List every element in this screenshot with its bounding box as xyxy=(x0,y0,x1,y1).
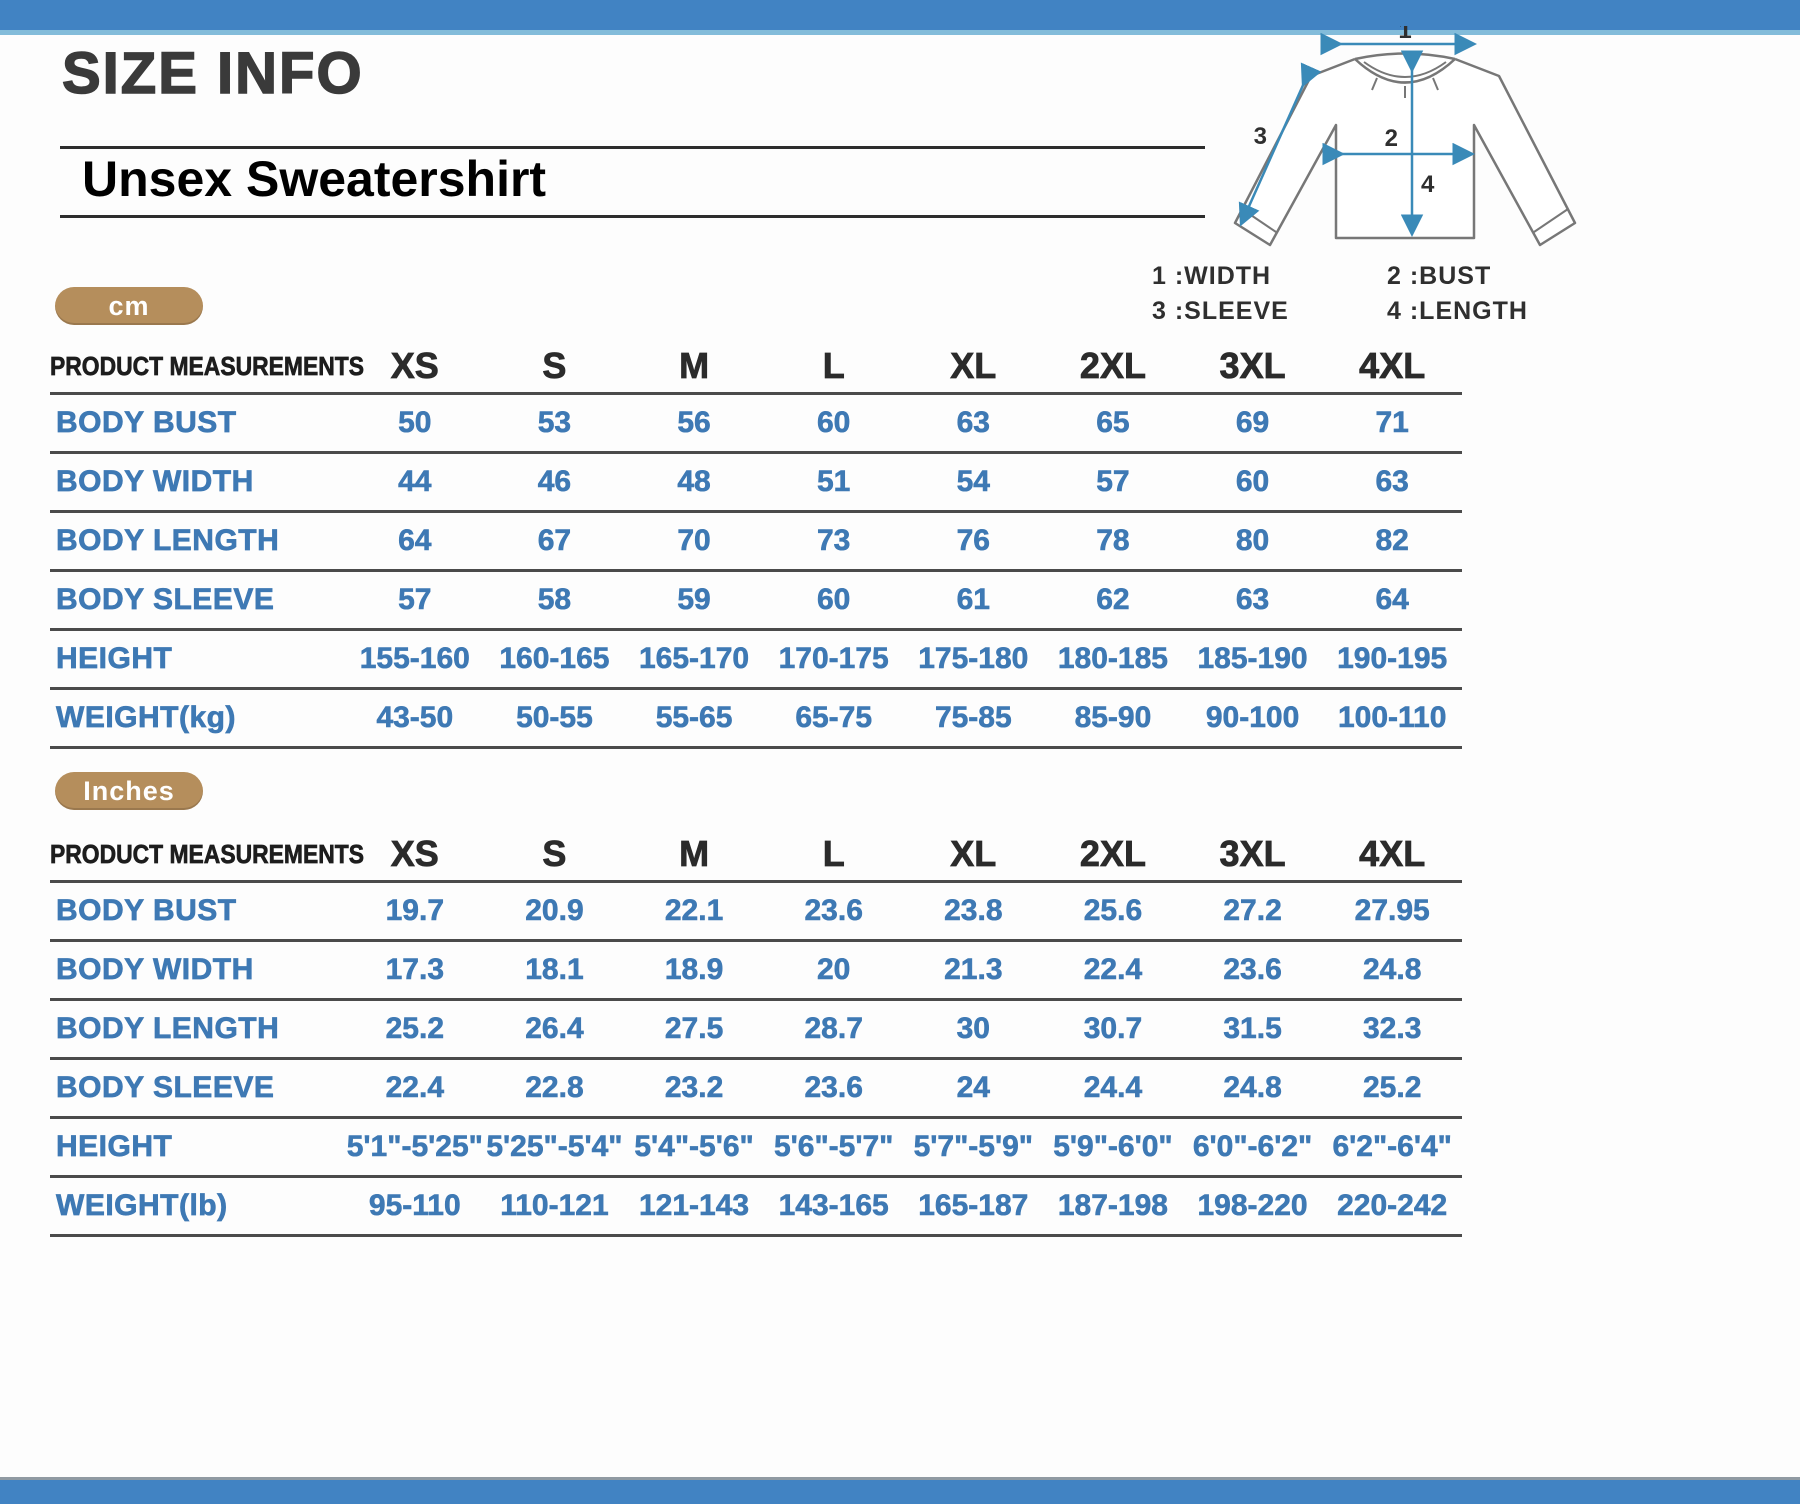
measurement-value: 95-110 xyxy=(368,1189,461,1222)
measurement-value: 53 xyxy=(537,406,572,439)
measurement-value: 48 xyxy=(677,465,711,498)
measurement-value: 73 xyxy=(817,524,851,557)
measurement-value: 69 xyxy=(1235,406,1270,439)
measurement-value: 46 xyxy=(537,465,572,498)
size-column-header: L xyxy=(822,345,845,386)
measurement-value: 20.9 xyxy=(525,894,584,927)
measurement-value: 90-100 xyxy=(1205,701,1300,734)
table-row xyxy=(50,631,1462,690)
measurement-value: 44 xyxy=(398,465,432,498)
row-label: BODY LENGTH xyxy=(56,1012,280,1045)
measurement-value: 160-165 xyxy=(499,642,610,675)
measurement-value: 63 xyxy=(1375,465,1409,498)
measurement-value: 24.4 xyxy=(1083,1071,1143,1104)
length-arrow-label: 4 xyxy=(1421,171,1435,198)
bust-arrow-label: 2 xyxy=(1384,125,1398,152)
measurement-value: 18.1 xyxy=(525,953,584,986)
divider-line xyxy=(60,146,1205,149)
measurement-value: 24.8 xyxy=(1223,1071,1282,1104)
measurement-value: 155-160 xyxy=(359,642,470,675)
measurement-value: 5'6"-5'7" xyxy=(773,1130,894,1163)
measurement-value: 43-50 xyxy=(376,701,454,734)
measurement-value: 100-110 xyxy=(1337,701,1447,734)
row-label: BODY SLEEVE xyxy=(56,583,275,616)
measurement-value: 59 xyxy=(677,583,711,616)
table-row xyxy=(50,1060,1462,1119)
page-title: SIZE INFO xyxy=(62,41,364,106)
measurement-value: 24 xyxy=(956,1071,990,1104)
measurement-value: 5'9"-6'0" xyxy=(1053,1130,1173,1163)
row-label: BODY BUST xyxy=(56,894,237,927)
measurement-value: 6'2"-6'4" xyxy=(1332,1130,1452,1163)
table-row xyxy=(50,454,1462,513)
measurement-value: 30 xyxy=(956,1012,990,1045)
table-row xyxy=(50,395,1462,454)
measurement-value: 27.5 xyxy=(664,1012,724,1045)
diagram-legend xyxy=(1152,262,1612,326)
measurement-value: 64 xyxy=(398,524,432,557)
table-row xyxy=(50,572,1462,631)
measurement-value: 61 xyxy=(956,583,990,616)
measurement-value: 75-85 xyxy=(934,701,1012,734)
measurement-value: 27.2 xyxy=(1223,894,1282,927)
measurement-value: 58 xyxy=(537,583,572,616)
table-row xyxy=(50,690,1462,749)
row-label: WEIGHT(kg) xyxy=(56,701,236,734)
unit-badge-inches: Inches xyxy=(55,772,203,810)
table-row xyxy=(50,883,1462,942)
size-column-header: M xyxy=(679,833,710,874)
table-row xyxy=(50,1178,1462,1237)
measurement-value: 190-195 xyxy=(1337,642,1448,675)
measurement-value: 23.6 xyxy=(804,1071,863,1104)
measurement-value: 54 xyxy=(956,465,990,498)
sleeve-arrow-label: 3 xyxy=(1253,123,1267,150)
measurement-value: 78 xyxy=(1096,524,1130,557)
row-label: BODY LENGTH xyxy=(56,524,280,557)
size-column-header: 4XL xyxy=(1359,833,1426,874)
measurement-value: 165-187 xyxy=(918,1189,1029,1222)
measurement-value: 187-198 xyxy=(1057,1189,1168,1222)
measurement-value: 23.6 xyxy=(804,894,863,927)
measurement-value: 31.5 xyxy=(1223,1012,1282,1045)
measurement-value: 60 xyxy=(817,583,851,616)
row-label: BODY WIDTH xyxy=(56,953,254,986)
measurement-value: 121-143 xyxy=(639,1189,750,1222)
measurement-value: 25.6 xyxy=(1083,894,1143,927)
measurement-value: 143-165 xyxy=(778,1189,889,1222)
size-table-inches xyxy=(50,828,1462,1237)
measurement-value: 24.8 xyxy=(1362,953,1422,986)
measurement-value: 65-75 xyxy=(795,701,873,734)
measurement-value: 22.8 xyxy=(525,1071,584,1104)
legend-item-bust: 2 :BUST xyxy=(1387,262,1492,290)
row-label: BODY SLEEVE xyxy=(56,1071,275,1104)
row-label: BODY BUST xyxy=(56,406,237,439)
size-column-header: XL xyxy=(950,833,997,874)
legend-item-length: 4 :LENGTH xyxy=(1387,297,1528,325)
measurement-value: 25.2 xyxy=(385,1012,444,1045)
measurement-value: 5'1"-5'25" xyxy=(346,1130,483,1163)
measurement-value: 50-55 xyxy=(516,701,593,734)
table-row xyxy=(50,513,1462,572)
measurement-value: 23.2 xyxy=(664,1071,724,1104)
measurement-value: 63 xyxy=(1235,583,1270,616)
measurement-value: 76 xyxy=(956,524,990,557)
size-column-header: M xyxy=(679,345,710,386)
measurement-value: 26.4 xyxy=(525,1012,584,1045)
measurement-value: 22.1 xyxy=(664,894,724,927)
measurement-value: 22.4 xyxy=(385,1071,444,1104)
measurement-value: 165-170 xyxy=(639,642,750,675)
measurement-value: 62 xyxy=(1096,583,1130,616)
measurement-value: 50 xyxy=(398,406,432,439)
row-label: HEIGHT xyxy=(56,1130,173,1163)
measurement-value: 6'0"-6'2" xyxy=(1192,1130,1313,1163)
size-column-header: XS xyxy=(390,833,439,874)
measurement-value: 57 xyxy=(398,583,432,616)
measurement-value: 82 xyxy=(1375,524,1409,557)
divider-line xyxy=(60,215,1205,218)
measurement-value: 220-242 xyxy=(1337,1189,1448,1222)
size-column-header: 3XL xyxy=(1219,345,1286,386)
measurement-value: 198-220 xyxy=(1197,1189,1308,1222)
measurement-value: 30.7 xyxy=(1083,1012,1143,1045)
measurement-value: 110-121 xyxy=(500,1189,609,1222)
table-row xyxy=(50,1001,1462,1060)
legend-item-width: 1 :WIDTH xyxy=(1152,262,1272,290)
measurement-value: 20 xyxy=(817,953,851,986)
size-column-header: 4XL xyxy=(1359,345,1426,386)
product-name: Unsex Sweatershirt xyxy=(82,151,547,207)
measurement-value: 64 xyxy=(1375,583,1409,616)
measurement-value: 28.7 xyxy=(804,1012,863,1045)
bottom-blue-bar xyxy=(0,1477,1800,1504)
measurement-value: 65 xyxy=(1096,406,1130,439)
sweatshirt-icon xyxy=(1115,26,1695,266)
measurement-value: 67 xyxy=(537,524,572,557)
measurement-value: 70 xyxy=(677,524,711,557)
row-label: HEIGHT xyxy=(56,642,173,675)
row-label: BODY WIDTH xyxy=(56,465,254,498)
size-column-header: S xyxy=(542,345,567,386)
measurement-value: 80 xyxy=(1235,524,1270,557)
row-label: WEIGHT(lb) xyxy=(56,1189,228,1222)
measurement-value: 23.8 xyxy=(944,894,1003,927)
size-column-header: 2XL xyxy=(1079,345,1146,386)
measurement-value: 60 xyxy=(1235,465,1270,498)
sweatshirt-measurement-diagram xyxy=(1115,26,1695,266)
size-column-header: XS xyxy=(390,345,439,386)
measurement-value: 180-185 xyxy=(1057,642,1168,675)
measurements-header: PRODUCT MEASUREMENTS xyxy=(50,350,364,381)
size-column-header: 3XL xyxy=(1219,833,1286,874)
measurement-value: 5'7"-5'9" xyxy=(913,1130,1034,1163)
measurement-value: 5'4"-5'6" xyxy=(634,1130,754,1163)
measurement-value: 23.6 xyxy=(1223,953,1282,986)
table-header-row xyxy=(50,340,1462,395)
size-column-header: 2XL xyxy=(1079,833,1146,874)
legend-item-sleeve: 3 :SLEEVE xyxy=(1152,297,1289,325)
measurement-value: 5'25"-5'4" xyxy=(486,1130,623,1163)
measurement-value: 32.3 xyxy=(1362,1012,1422,1045)
table-header-row xyxy=(50,828,1462,883)
measurement-value: 17.3 xyxy=(385,953,444,986)
measurement-value: 175-180 xyxy=(918,642,1029,675)
measurement-value: 18.9 xyxy=(664,953,724,986)
width-arrow-label: 1 xyxy=(1398,26,1412,44)
size-column-header: L xyxy=(822,833,845,874)
measurement-value: 85-90 xyxy=(1074,701,1152,734)
measurement-value: 22.4 xyxy=(1083,953,1143,986)
measurement-value: 60 xyxy=(817,406,851,439)
size-table-cm xyxy=(50,340,1462,749)
measurement-value: 25.2 xyxy=(1362,1071,1422,1104)
measurement-value: 51 xyxy=(817,465,851,498)
measurement-value: 170-175 xyxy=(778,642,889,675)
size-column-header: S xyxy=(542,833,567,874)
measurement-value: 55-65 xyxy=(655,701,733,734)
measurement-value: 63 xyxy=(956,406,990,439)
unit-badge-cm: cm xyxy=(55,287,203,325)
measurement-value: 56 xyxy=(677,406,711,439)
size-column-header: XL xyxy=(950,345,997,386)
measurement-value: 27.95 xyxy=(1354,894,1430,927)
measurement-value: 21.3 xyxy=(944,953,1003,986)
measurement-value: 185-190 xyxy=(1197,642,1308,675)
measurement-value: 19.7 xyxy=(385,894,444,927)
table-row xyxy=(50,942,1462,1001)
table-row xyxy=(50,1119,1462,1178)
measurement-value: 57 xyxy=(1096,465,1130,498)
measurement-value: 71 xyxy=(1375,406,1409,439)
measurements-header: PRODUCT MEASUREMENTS xyxy=(50,838,364,869)
